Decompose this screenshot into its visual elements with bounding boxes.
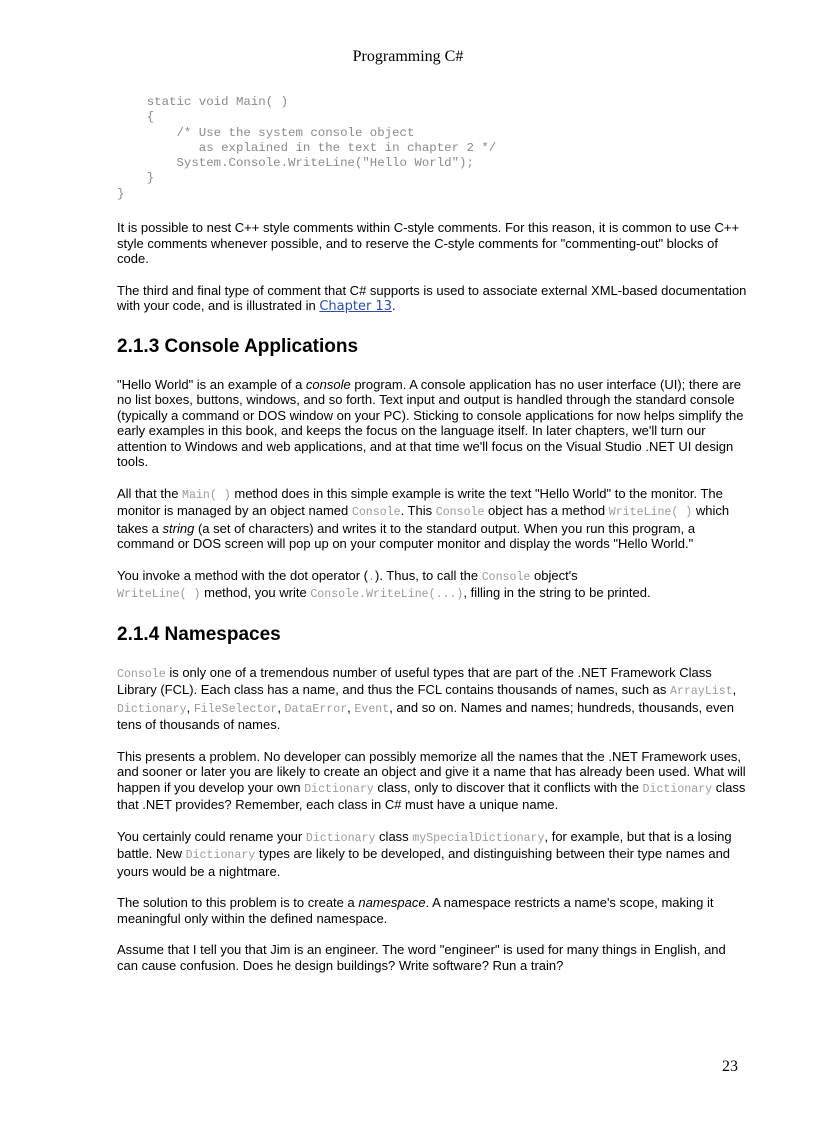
page-number: 23 xyxy=(722,1058,738,1075)
inline-code: Dictionary xyxy=(117,702,187,716)
code-line: static void Main( ) xyxy=(117,95,289,109)
text-span: object has a method xyxy=(484,503,609,519)
inline-code: Console xyxy=(351,506,401,520)
code-line: { xyxy=(117,110,155,125)
text-span: . A namespace restricts a name's scope, making it meaningful only within the defined namespace. xyxy=(117,895,714,926)
inline-code: Dictionary xyxy=(305,831,376,845)
inline-code: Console.WriteLine(...) xyxy=(310,588,464,602)
code-line: } xyxy=(117,171,155,186)
text-span: , xyxy=(347,699,355,715)
inline-code: Dictionary xyxy=(304,782,374,796)
text-span: "Hello World" is an example of a xyxy=(117,376,306,392)
text-span: You invoke a method with the dot operator ( xyxy=(117,567,369,583)
text-span: , xyxy=(732,682,737,698)
inline-code: Dictionary xyxy=(642,782,713,796)
heading-console-applications: 2.1.3 Console Applications xyxy=(117,335,359,357)
inline-code: Dictionary xyxy=(185,849,256,863)
code-block xyxy=(117,95,747,202)
emphasis: namespace xyxy=(358,895,426,911)
inline-code: WriteLine( ) xyxy=(117,588,201,602)
text-span: method does in this simple example is write the text "Hello World" to the monitor. The monitor is managed by an object named xyxy=(117,485,723,519)
text-span: types are likely to be developed, and distinguishing between their type names and yours would be a nightmare. xyxy=(117,846,731,879)
text-span: , xyxy=(186,699,194,715)
text-span: , xyxy=(277,699,285,715)
page-header: Programming C# xyxy=(352,48,464,65)
code-line: as explained in the text in chapter 2 */ xyxy=(117,140,497,155)
paragraph-comments-nesting: It is possible to nest C++ style comments within C-style comments. For this reason, it is common to use C++ style comments whenever possible, and to reserve the C-style comments for "commenting-out" blocks of code. xyxy=(117,220,740,267)
paragraph-xml-comments xyxy=(117,283,747,315)
paragraph-engineer-example: Assume that I tell you that Jim is an engineer. The word "engineer" is used for many things in English, and can cause confusion. Does he design buildings? Write software? Run a train? xyxy=(117,942,726,973)
text-span: All that the xyxy=(117,485,183,501)
page-content xyxy=(117,95,747,989)
paragraph-dot-operator xyxy=(117,568,747,603)
inline-code: Event xyxy=(354,702,390,716)
code-line: } xyxy=(117,186,125,201)
paragraph-name-problem xyxy=(117,749,747,813)
inline-code: FileSelector xyxy=(193,702,278,716)
code-line: System.Console.WriteLine("Hello World"); xyxy=(117,156,474,171)
inline-code: ArrayList xyxy=(670,685,733,699)
text-span: method, you write xyxy=(200,585,311,601)
inline-code: WriteLine( ) xyxy=(608,506,693,520)
inline-code: DataError xyxy=(284,702,348,716)
inline-code: Console xyxy=(435,506,485,520)
inline-code: Console xyxy=(117,667,166,681)
text-span: which takes a xyxy=(117,503,730,536)
paragraph-namespace-solution xyxy=(117,895,747,926)
text-span: You certainly could rename your xyxy=(117,828,306,844)
inline-code: . xyxy=(368,570,375,584)
text-span: , filling in the string to be printed. xyxy=(463,585,651,601)
paragraph-fcl-names xyxy=(117,665,747,733)
text-span: is only one of a tremendous number of useful types that are part of the .NET Framework Class Library (FCL). Each class has a name, and thus the FCL contains thousands of names, such as xyxy=(117,664,712,698)
emphasis: console xyxy=(305,376,351,392)
text-span: ). Thus, to call the xyxy=(374,567,482,583)
code-line: /* Use the system console object xyxy=(117,125,415,140)
inline-code: Console xyxy=(481,570,531,584)
text-span: (a set of characters) and writes it to the standard output. When you run this program, a command or DOS screen will pop up on your computer monitor and display the words "Hello World." xyxy=(117,520,696,552)
text-span: class, only to discover that it conflicts with the xyxy=(373,779,643,795)
text-span: , for example, but that is a losing battle. New xyxy=(117,828,732,862)
inline-code: mySpecialDictionary xyxy=(412,831,545,845)
text-span: , and so on. Names and names; hundreds, thousands, even tens of thousands of names. xyxy=(117,699,734,733)
text-span: This presents a problem. No developer can possibly memorize all the names that the .NET Framework uses, and sooner or later you are likely to create an object and give it a name that has already been used. What will happen if you develop your own xyxy=(117,748,746,795)
paragraph-console-intro xyxy=(117,377,747,470)
text-span: . xyxy=(391,298,396,314)
text-span: class that .NET provides? Remember, each class in C# must have a unique name. xyxy=(117,779,746,813)
text-span: object's xyxy=(530,567,578,583)
chapter-13-link[interactable]: Chapter 13 xyxy=(319,299,392,315)
emphasis: string xyxy=(162,520,195,536)
text-span: . This xyxy=(400,503,436,519)
paragraph-main-method xyxy=(117,486,747,552)
text-span: The third and final type of comment that C# supports is used to associate external XML-based documentation with your code, and is illustrated in xyxy=(117,282,747,314)
inline-code: Main( ) xyxy=(182,488,231,502)
text-span: The solution to this problem is to create a xyxy=(117,895,359,911)
paragraph-rename xyxy=(117,829,747,880)
text-span: program. A console application has no user interface (UI); there are no list boxes, buttons, windows, and so forth. Text input and output is handled through the standard console (typically a command or DOS window on your PC). Sticking to console applications for now helps simplify the early examples in this book, and keeps the focus on the language itself. In later chapters, we'll turn our attention to Windows and web applications, and at that time we'll focus on the Visual Studio .NET UI design tools. xyxy=(117,376,744,470)
heading-namespaces: 2.1.4 Namespaces xyxy=(117,623,281,645)
text-span: class xyxy=(375,828,413,844)
